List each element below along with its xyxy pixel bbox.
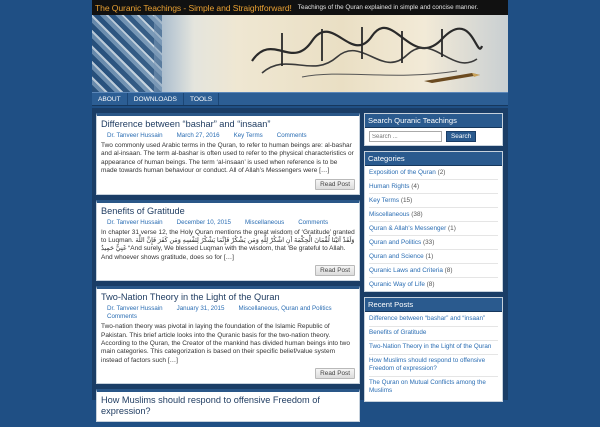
post-list xyxy=(96,113,360,427)
post-author[interactable]: Dr. Tanveer Hussain xyxy=(107,218,163,226)
category-item xyxy=(369,264,498,278)
post-date[interactable]: March 27, 2016 xyxy=(176,132,220,139)
search-button[interactable]: Search xyxy=(446,131,476,142)
read-post-button[interactable]: Read Post xyxy=(315,265,355,276)
read-post-button[interactable]: Read Post xyxy=(315,368,355,379)
post-date[interactable]: December 10, 2015 xyxy=(176,218,231,226)
post-category[interactable]: Key Terms xyxy=(233,132,263,139)
category-link[interactable]: Quran & Allah's Messenger xyxy=(369,225,447,232)
post-comments[interactable]: Comments xyxy=(298,218,329,226)
category-link[interactable]: Exposition of the Quran xyxy=(369,169,436,176)
arabic-verse: وَلَقَدْ آتَيْنَا لُقْمَانَ الْحِكْمَةَ أَنِ اشْكُرْ لِلَّهِ وَمَن يَشْكُرْ فَإِنَّمَا يَشْكُرُ لِنَفْسِهِ وَمَن كَفَرَ فَإِنَّ اللَّهَ غَنِيٌّ حَمِيدٌ xyxy=(101,237,355,253)
post-meta xyxy=(107,219,355,227)
post-excerpt xyxy=(101,229,355,263)
recent-post-item xyxy=(369,355,498,377)
recent-post-item xyxy=(369,313,498,327)
read-post-button[interactable]: Read Post xyxy=(315,179,355,190)
category-count: (33) xyxy=(423,239,435,246)
main-navigation xyxy=(92,92,508,106)
category-item xyxy=(369,194,498,208)
post-comments[interactable]: Comments xyxy=(107,313,137,321)
post-excerpt-translation: “And surely, We blessed Luqman with the wisdom, that ‘Be grateful to Allah. And whoever shows gratitude, does so for […] xyxy=(101,245,346,261)
category-count: (2) xyxy=(437,169,446,176)
recent-post-link[interactable]: The Quran on Mutual Conflicts among the Muslims xyxy=(369,379,486,394)
category-count: (4) xyxy=(411,183,420,190)
site-description: Teachings of the Quran explained in simple and concise manner. xyxy=(297,4,479,11)
post-card xyxy=(96,113,360,195)
post-excerpt: Two-nation theory was pivotal in laying the foundation of the Islamic Republic of Pakistan. This brief article looks into the Quranic basis for the two-nation theory. According to the Quran, the Creator of the mankind has divided human beings into two main categories. This categorization is based on their specific belief/value system instead of factors such […] xyxy=(101,323,350,364)
recent-post-item xyxy=(369,341,498,355)
recent-post-link[interactable]: Benefits of Gratitude xyxy=(369,329,427,336)
post-title[interactable]: Difference between “bashar” and “insaan” xyxy=(101,119,271,129)
post-author[interactable]: Dr. Tanveer Hussain xyxy=(107,305,163,313)
recent-posts-widget xyxy=(364,297,503,402)
content-area xyxy=(92,108,508,417)
category-link[interactable]: Quranic Laws and Criteria xyxy=(369,267,443,274)
post-category[interactable]: Miscellaneous, Quran and Politics xyxy=(238,305,332,313)
post-card xyxy=(96,286,360,384)
post-title[interactable]: Benefits of Gratitude xyxy=(101,205,185,216)
category-link[interactable]: Miscellaneous xyxy=(369,211,410,218)
site-header xyxy=(92,0,508,15)
nav-item-tools[interactable]: TOOLS xyxy=(184,93,219,105)
post-author[interactable]: Dr. Tanveer Hussain xyxy=(107,132,163,139)
category-count: (38) xyxy=(411,211,423,218)
page xyxy=(92,0,508,417)
widget-title: Search Quranic Teachings xyxy=(365,114,502,128)
category-item xyxy=(369,236,498,250)
tile-fade xyxy=(154,15,194,92)
category-item xyxy=(369,180,498,194)
widget-title: Categories xyxy=(365,152,502,166)
post-card xyxy=(96,389,360,422)
category-link[interactable]: Quran and Politics xyxy=(369,239,422,246)
tile-pattern xyxy=(92,15,162,92)
search-input[interactable] xyxy=(369,131,442,142)
search-widget xyxy=(364,113,503,146)
pen-image xyxy=(422,69,482,85)
category-item xyxy=(369,166,498,180)
post-meta xyxy=(107,132,355,140)
categories-widget xyxy=(364,151,503,292)
sidebar xyxy=(364,113,503,407)
category-link[interactable]: Human Rights xyxy=(369,183,410,190)
post-comments[interactable]: Comments xyxy=(276,132,307,139)
site-title[interactable]: The Quranic Teachings - Simple and Straightforward! xyxy=(95,2,292,13)
category-count: (1) xyxy=(425,253,434,260)
category-count: (1) xyxy=(448,225,456,232)
nav-item-downloads[interactable]: DOWNLOADS xyxy=(128,93,184,105)
category-item xyxy=(369,222,498,236)
post-title[interactable]: Two-Nation Theory in the Light of the Quran xyxy=(101,292,280,303)
recent-post-link[interactable]: How Muslims should respond to offensive Freedom of expression? xyxy=(369,357,486,372)
recent-post-link[interactable]: Two-Nation Theory in the Light of the Quran xyxy=(369,343,492,350)
post-excerpt: Two commonly used Arabic terms in the Quran, to refer to human beings are: al-bashar and al-insaan. The term al-bashar is often used to refer to the physical characteristics or appearance of human beings. The term ‘al-insaan’ is used when reference is to be made towards human behaviour or conduct. All of Allah’s Messengers were […] xyxy=(101,142,354,175)
category-count: (15) xyxy=(400,197,413,204)
category-item xyxy=(369,208,498,222)
recent-post-item xyxy=(369,377,498,398)
post-category[interactable]: Miscellaneous xyxy=(244,218,285,226)
header-banner-image xyxy=(92,15,508,92)
post-card xyxy=(96,200,360,282)
nav-item-about[interactable]: ABOUT xyxy=(92,93,128,105)
category-link[interactable]: Quran and Science xyxy=(369,253,424,260)
post-title[interactable]: How Muslims should respond to offensive Freedom of expression? xyxy=(101,395,320,417)
category-link[interactable]: Quranic Way of Life xyxy=(369,281,425,288)
category-count: (8) xyxy=(444,267,453,274)
widget-title: Recent Posts xyxy=(365,298,502,312)
post-excerpt-intro: In chapter 31 verse 12, the Holy Quran mentions the great wisdom of ‘Gratitude’ granted to Luqman. xyxy=(101,228,355,245)
category-link[interactable]: Key Terms xyxy=(369,197,400,204)
category-item xyxy=(369,250,498,264)
post-meta xyxy=(107,305,355,321)
category-count: (8) xyxy=(426,281,435,288)
post-date[interactable]: January 31, 2015 xyxy=(176,305,225,313)
recent-post-item xyxy=(369,327,498,341)
category-item xyxy=(369,278,498,291)
recent-post-link[interactable]: Difference between “bashar” and “insaan” xyxy=(369,315,486,322)
